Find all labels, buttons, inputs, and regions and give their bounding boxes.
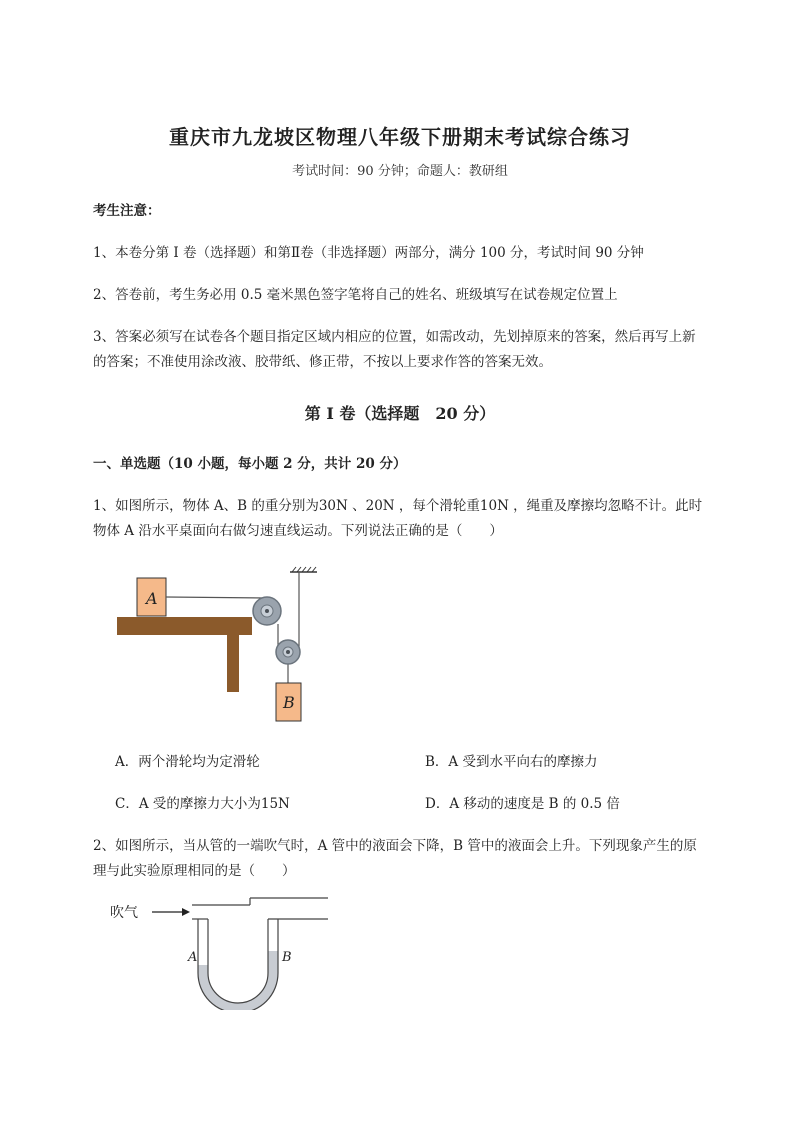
q1-option-a[interactable]: A．两个滑轮均为定滑轮 <box>115 754 260 770</box>
table-leg <box>227 626 239 692</box>
notice-item-3a: 3、答案必须写在试卷各个题目指定区域内相应的位置，如需改动，先划掉原来的答案，然后再写上新 <box>93 329 696 345</box>
notice-heading: 考生注意： <box>93 203 161 219</box>
notice-item-1: 1、本卷分第 I 卷（选择题）和第Ⅱ卷（非选择题）两部分，满分 100 分，考试时间 90 分钟 <box>93 245 644 261</box>
q1-option-d[interactable]: D．A 移动的速度是 B 的 0.5 倍 <box>425 796 620 812</box>
q2-figure-u-tube <box>110 895 340 1010</box>
q1-option-c[interactable]: C．A 受的摩擦力大小为15N <box>115 796 290 812</box>
q1-stem-line2: 物体 A 沿水平桌面向右做匀速直线运动。下列说法正确的是（ ） <box>93 523 503 539</box>
q2-stem-line2: 理与此实验原理相同的是（ ） <box>93 863 296 879</box>
section-title: 第 I 卷（选择题 20 分） <box>304 404 496 423</box>
q2-stem-line1: 2、如图所示，当从管的一端吹气时，A 管中的液面会下降，B 管中的液面会上升。下列现象产生的原 <box>93 838 697 854</box>
block-b-label: B <box>283 693 295 712</box>
page-title: 重庆市九龙坡区物理八年级下册期末考试综合练习 <box>169 125 631 149</box>
page-subtitle: 考试时间：90 分钟；命题人：教研组 <box>292 164 508 179</box>
q1-figure-pulley <box>112 566 322 726</box>
part-heading: 一、单选题（10 小题，每小题 2 分，共计 20 分） <box>93 456 407 472</box>
notice-item-2: 2、答卷前，考生务必用 0.5 毫米黑色签字笔将自己的姓名、班级填写在试卷规定位置上 <box>93 287 618 303</box>
block-a-label: A <box>146 589 158 608</box>
tube-b-label: B <box>282 950 292 965</box>
notice-item-3b: 的答案；不准使用涂改液、胶带纸、修正带，不按以上要求作答的答案无效。 <box>93 354 552 370</box>
tube-a-label: A <box>188 950 198 965</box>
q1-stem-line1: 1、如图所示，物体 A、B 的重分别为30N 、20N ，每个滑轮重10N ，绳重及摩擦均忽略不计。此时 <box>93 498 703 514</box>
q1-option-b[interactable]: B．A 受到水平向右的摩擦力 <box>425 754 598 770</box>
blow-label: 吹气 <box>110 905 138 921</box>
